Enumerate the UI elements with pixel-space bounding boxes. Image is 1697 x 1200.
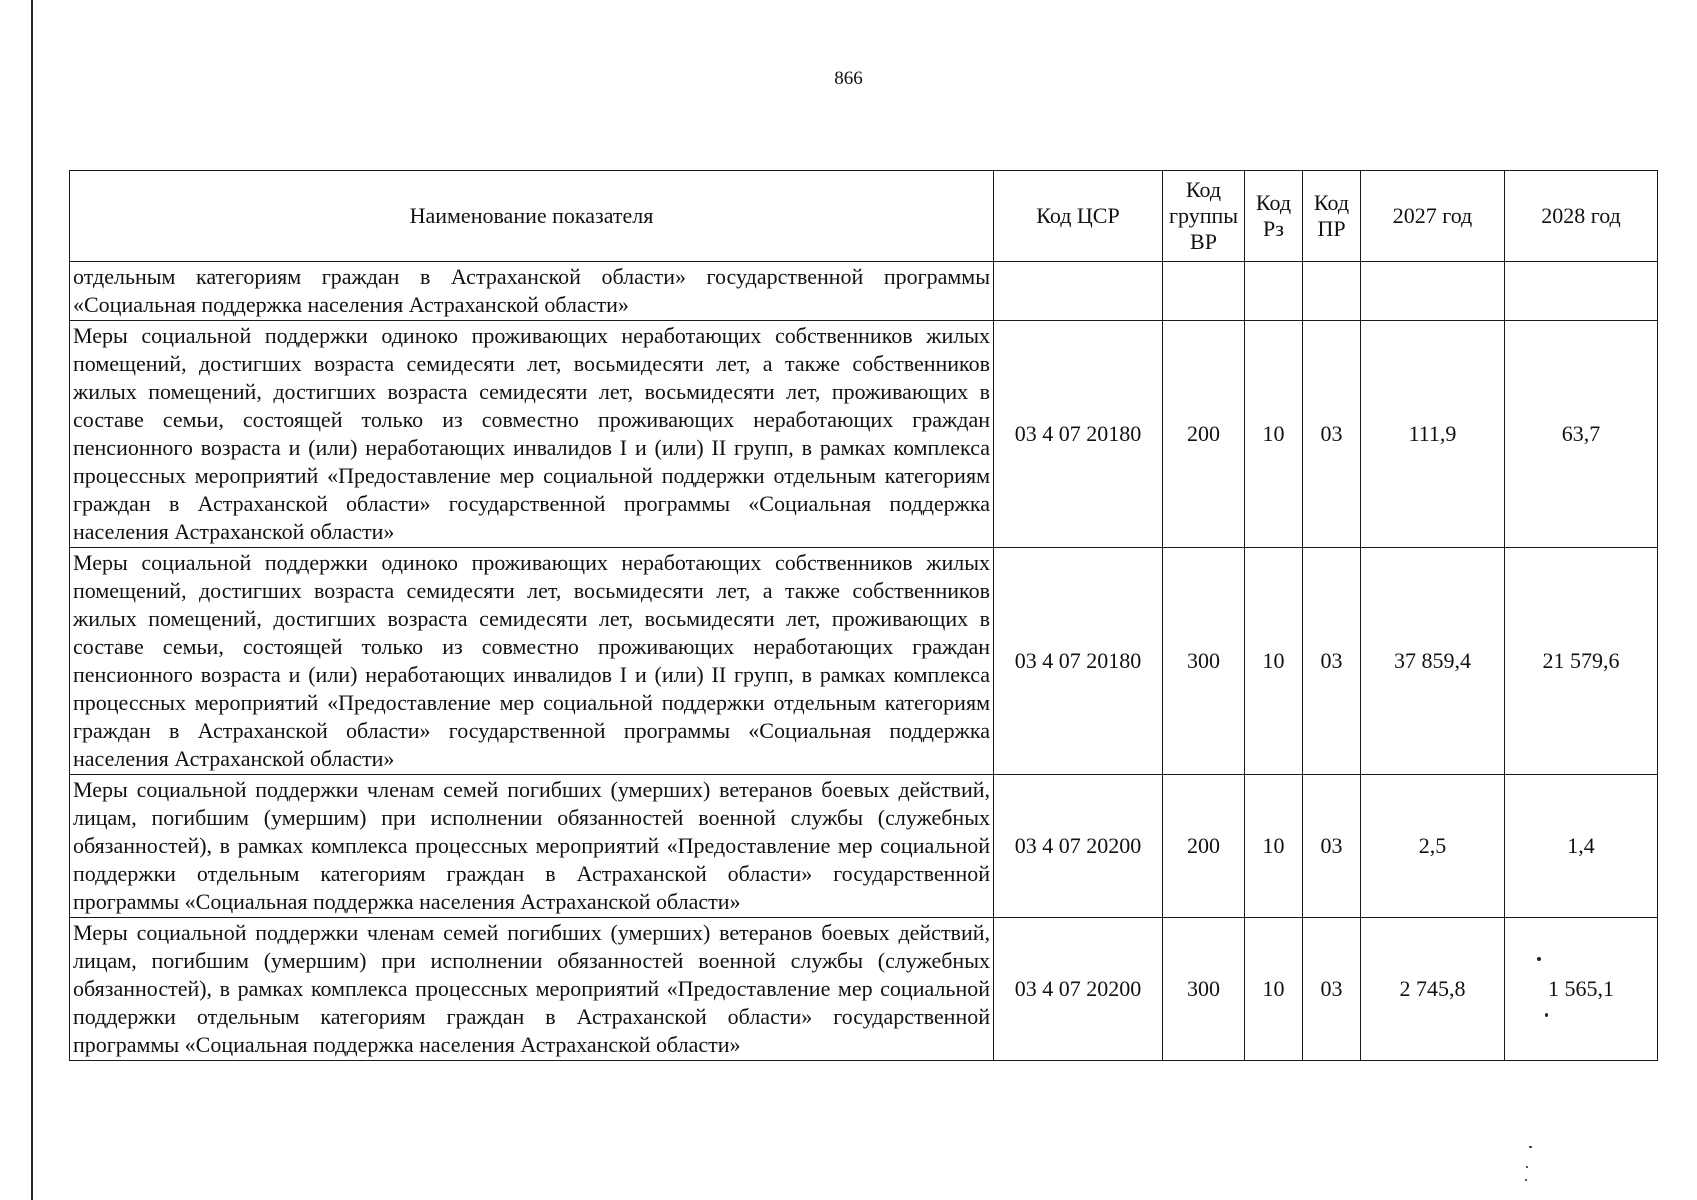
header-rz-code: Код Рз bbox=[1245, 171, 1303, 262]
header-year-2027: 2027 год bbox=[1361, 171, 1505, 262]
row-2028-cell bbox=[1505, 262, 1658, 321]
budget-table bbox=[69, 170, 1658, 1061]
header-pr-code: Код ПР bbox=[1303, 171, 1361, 262]
row-vr-cell: 200 bbox=[1163, 775, 1245, 918]
row-2027-cell: 2,5 bbox=[1361, 775, 1505, 918]
row-2027-cell: 111,9 bbox=[1361, 321, 1505, 548]
row-name-cell: Меры социальной поддержки членам семей погибших (умерших) ветеранов боевых действий, лицам, погибшим (умершим) при исполнении обязанностей военной службы (служебных обязанностей), в рамках комплекса процессных мероприятий «Предоставление мер социальной поддержки отдельным категориям граждан в Астраханской области» государственной программы «Социальная поддержка населения Астраханской области» bbox=[70, 918, 994, 1061]
row-name-cell: отдельным категориям граждан в Астраханской области» государственной программы «Социальная поддержка населения Астраханской области» bbox=[70, 262, 994, 321]
row-vr-cell: 300 bbox=[1163, 918, 1245, 1061]
row-rz-cell: 10 bbox=[1245, 775, 1303, 918]
row-name-cell: Меры социальной поддержки одиноко проживающих неработающих собственников жилых помещений, достигших возраста семидесяти лет, восьмидесяти лет, а также собственников жилых помещений, достигших возраста семидесяти лет, восьмидесяти лет, проживающих в составе семьи, состоящей только из совместно проживающих неработающих граждан пенсионного возраста и (или) неработающих инвалидов I и (или) II групп, в рамках комплекса процессных мероприятий «Предоставление мер социальной поддержки отдельным категориям граждан в Астраханской области» государственной программы «Социальная поддержка населения Астраханской области» bbox=[70, 548, 994, 775]
header-csr-code: Код ЦСР bbox=[994, 171, 1163, 262]
row-csr-cell: 03 4 07 20200 bbox=[994, 775, 1163, 918]
row-2027-cell: 37 859,4 bbox=[1361, 548, 1505, 775]
header-name: Наименование показателя bbox=[70, 171, 994, 262]
row-2028-cell: 1 565,1 bbox=[1505, 918, 1658, 1061]
row-name-cell: Меры социальной поддержки одиноко проживающих неработающих собственников жилых помещений, достигших возраста семидесяти лет, восьмидесяти лет, а также собственников жилых помещений, достигших возраста семидесяти лет, восьмидесяти лет, проживающих в составе семьи, состоящей только из совместно проживающих неработающих граждан пенсионного возраста и (или) неработающих инвалидов I и (или) II групп, в рамках комплекса процессных мероприятий «Предоставление мер социальной поддержки отдельным категориям граждан в Астраханской области» государственной программы «Социальная поддержка населения Астраханской области» bbox=[70, 321, 994, 548]
row-pr-cell: 03 bbox=[1303, 775, 1361, 918]
row-vr-cell: 300 bbox=[1163, 548, 1245, 775]
row-pr-cell: 03 bbox=[1303, 548, 1361, 775]
scan-speck bbox=[1525, 1179, 1527, 1181]
scan-speck bbox=[1529, 1146, 1532, 1148]
table-row bbox=[70, 321, 1658, 548]
row-rz-cell: 10 bbox=[1245, 548, 1303, 775]
page-number: 866 bbox=[834, 68, 863, 89]
scan-speck bbox=[1526, 1166, 1528, 1168]
row-vr-cell: 200 bbox=[1163, 321, 1245, 548]
row-pr-cell bbox=[1303, 262, 1361, 321]
row-2028-cell: 63,7 bbox=[1505, 321, 1658, 548]
table-row bbox=[70, 262, 1658, 321]
row-2028-cell: 1,4 bbox=[1505, 775, 1658, 918]
row-csr-cell: 03 4 07 20200 bbox=[994, 918, 1163, 1061]
row-csr-cell: 03 4 07 20180 bbox=[994, 548, 1163, 775]
header-vr-group-code: Код группы ВР bbox=[1163, 171, 1245, 262]
row-csr-cell bbox=[994, 262, 1163, 321]
row-csr-cell: 03 4 07 20180 bbox=[994, 321, 1163, 548]
row-rz-cell: 10 bbox=[1245, 918, 1303, 1061]
header-year-2028: 2028 год bbox=[1505, 171, 1658, 262]
scan-edge-line bbox=[31, 0, 33, 1200]
row-2028-cell: 21 579,6 bbox=[1505, 548, 1658, 775]
scan-speck bbox=[1545, 1013, 1548, 1017]
row-rz-cell: 10 bbox=[1245, 321, 1303, 548]
row-pr-cell: 03 bbox=[1303, 918, 1361, 1061]
table-row bbox=[70, 918, 1658, 1061]
row-pr-cell: 03 bbox=[1303, 321, 1361, 548]
table-row bbox=[70, 775, 1658, 918]
row-2027-cell bbox=[1361, 262, 1505, 321]
table-row bbox=[70, 548, 1658, 775]
scan-speck bbox=[1537, 957, 1541, 961]
row-2027-cell: 2 745,8 bbox=[1361, 918, 1505, 1061]
table-header-row bbox=[70, 171, 1658, 262]
row-vr-cell bbox=[1163, 262, 1245, 321]
row-rz-cell bbox=[1245, 262, 1303, 321]
row-name-cell: Меры социальной поддержки членам семей погибших (умерших) ветеранов боевых действий, лицам, погибшим (умершим) при исполнении обязанностей военной службы (служебных обязанностей), в рамках комплекса процессных мероприятий «Предоставление мер социальной поддержки отдельным категориям граждан в Астраханской области» государственной программы «Социальная поддержка населения Астраханской области» bbox=[70, 775, 994, 918]
